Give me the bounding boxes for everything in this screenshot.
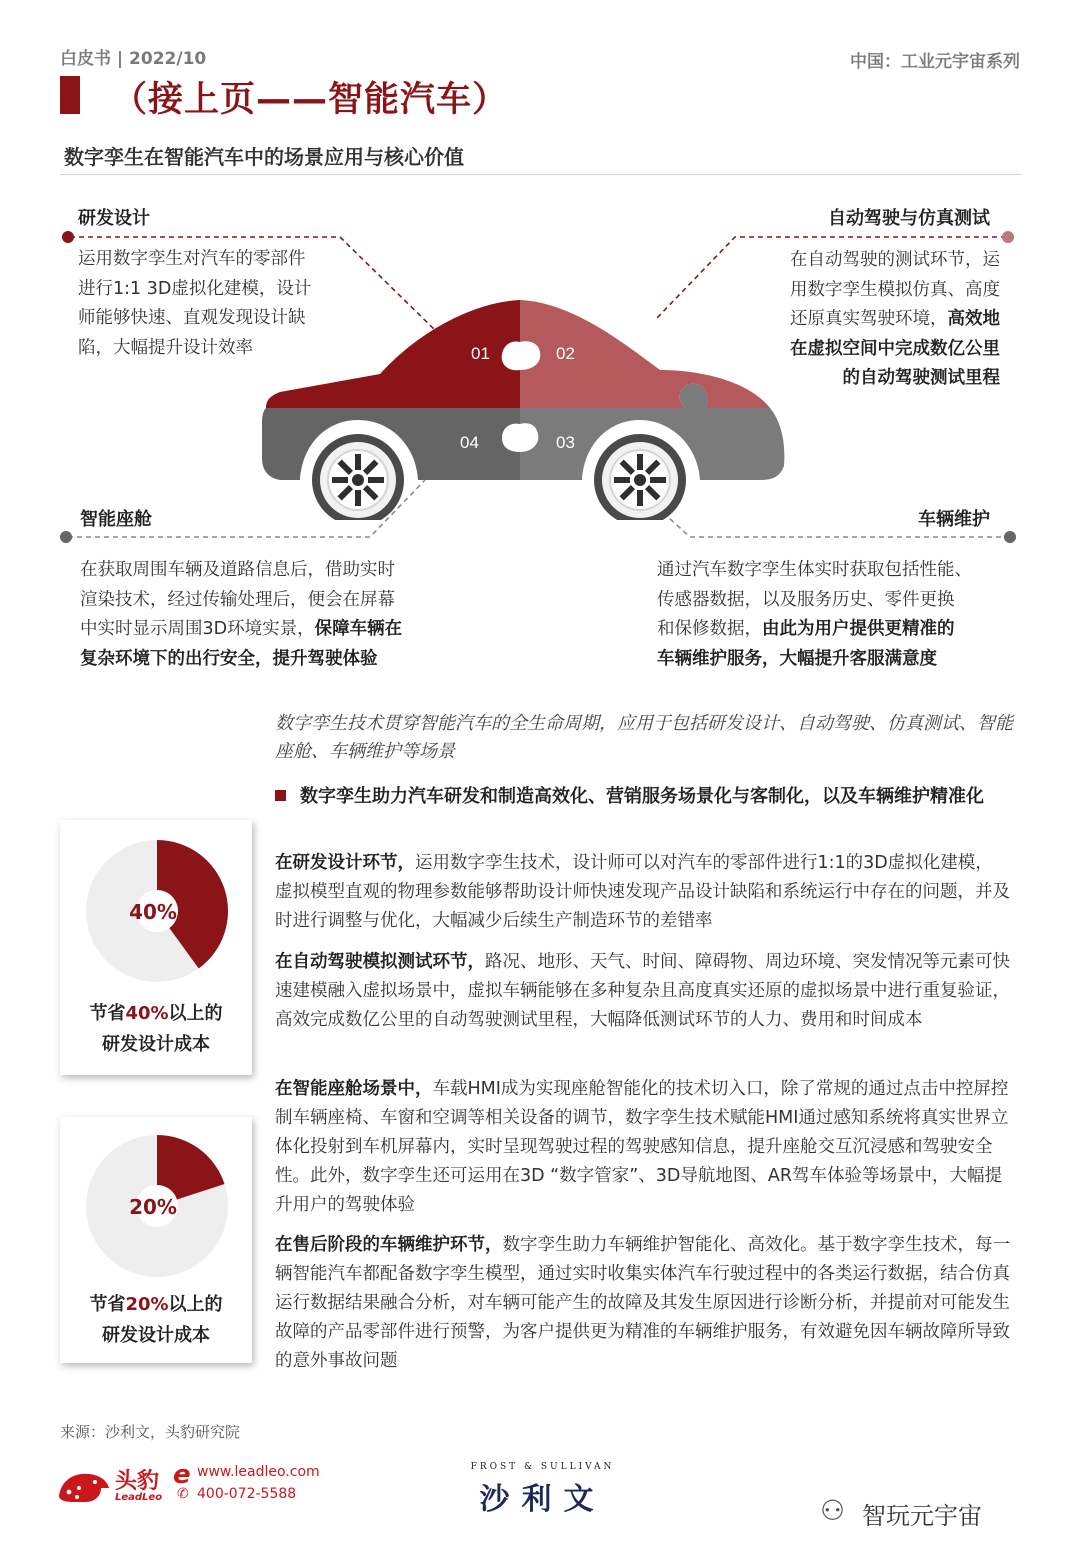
source-note: 来源：沙利文，头豹研究院: [60, 1423, 241, 1441]
para-maintenance: 在售后阶段的车辆维护环节，数字孪生助力车辆维护智能化、高效化。基于数字孪生技术，每一辆智能汽车都配备数字孪生模型，通过实时收集实体汽车行驶过程中的各类运行数据，结合仿真运行数据结果融合分析，对车辆可能产生的故障及其发生原因进行诊断分析，并提前对可能发生故障的产品零部件进行预警，为客户提供更为精准的车辆维护服务，有效避免因车辆故障所导致的意外事故问题: [275, 1235, 1010, 1371]
wechat-account: 智玩元宇宙: [862, 1502, 982, 1530]
wechat-icon: ⚇: [820, 1494, 846, 1527]
brand-name-cn: 头豹: [115, 1469, 160, 1494]
page-title: （接上页——智能汽车）: [112, 80, 509, 120]
section-subtitle: 数字孪生在智能汽车中的场景应用与核心价值: [64, 145, 464, 169]
bullet-heading: 数字孪生助力汽车研发和制造高效化、营销服务场景化与客制化，以及车辆维护精准化: [300, 786, 984, 807]
q4-heading: 车辆维护: [918, 509, 990, 530]
report-type-date: 白皮书 | 2022/10: [60, 49, 207, 69]
bullet-square: [275, 790, 286, 801]
stat-card-40: [60, 820, 252, 1075]
summary-italic: 数字孪生技术贯穿智能汽车的全生命周期，应用于包括研发设计、自动驾驶、仿真测试、智能座舱、车辆维护等场景: [275, 713, 1013, 762]
piece-label-01: 01: [471, 344, 490, 363]
frost-sullivan-cn: 沙利文: [479, 1482, 606, 1517]
q2-heading: 自动驾驶与仿真测试: [828, 208, 990, 229]
report-series: 中国：工业元宇宙系列: [850, 52, 1020, 72]
q3-heading: 智能座舱: [80, 509, 152, 530]
donut-label-40: 40%: [129, 900, 177, 924]
piece-label-03: 03: [556, 433, 575, 452]
front-wheel: [312, 434, 404, 520]
phone-number: 400-072-5588: [197, 1486, 297, 1502]
para-rd: 在研发设计环节，运用数字孪生技术，设计师可以对汽车的零部件进行1:1的3D虚拟化建模，虚拟模型直观的物理参数能够帮助设计师快速发现产品设计缺陷和系统运行中存在的问题，并及时进行调整与优化，大幅减少后续生产制造环节的差错率: [275, 853, 1010, 931]
piece-label-02: 02: [556, 344, 575, 363]
stat-card-20: [60, 1117, 252, 1363]
q1-text: 运用数字孪生对汽车的零部件 进行1:1 3D虚拟化建模，设计 师能够快速、直观发现设计缺 陷，大幅提升设计效率: [78, 249, 312, 358]
card-caption-40: 节省40%以上的 研发设计成本: [89, 1003, 223, 1055]
donut-label-20: 20%: [129, 1195, 177, 1219]
brand-name-en: LeadLeo: [115, 1492, 163, 1503]
frost-sullivan-en: FROST & SULLIVAN: [470, 1462, 615, 1472]
q2-text: 在自动驾驶的测试环节，运 用数字孪生模拟仿真、高度 还原真实驾驶环境，高效地 在虚拟空间中完成数亿公里 的自动驾驶测试里程: [790, 250, 1000, 388]
q1-heading: 研发设计: [78, 208, 150, 229]
q3-dot: [60, 531, 72, 543]
phone-icon: ✆: [177, 1486, 189, 1502]
q4-dot: [1004, 531, 1016, 543]
leopard-icon: [55, 1466, 111, 1506]
rear-wheel: [594, 434, 686, 520]
leadleo-logo: [55, 1462, 325, 1510]
para-autopilot: 在自动驾驶模拟测试环节，路况、地形、天气、时间、障碍物、周边环境、突发情况等元素可快速建模融入虚拟场景中，虚拟车辆能够在多种复杂且高度真实还原的虚拟场景中进行重复验证，高效完成数亿公里的自动驾驶测试里程，大幅降低测试环节的人力、费用和时间成本: [275, 952, 1010, 1030]
card-caption-20: 节省20%以上的 研发设计成本: [89, 1294, 223, 1346]
car-puzzle-diagram: [240, 300, 800, 520]
q4-text: 通过汽车数字孪生体实时获取包括性能、 传感器数据，以及服务历史、零件更换 和保修数据，由此为用户提供更精准的 车辆维护服务，大幅提升客服满意度: [657, 560, 972, 669]
website-link[interactable]: www.leadleo.com: [197, 1464, 320, 1480]
piece-label-04: 04: [460, 433, 479, 452]
para-cockpit: 在智能座舱场景中，车载HMI成为实现座舱智能化的技术切入口，除了常规的通过点击中控屏控制车辆座椅、车窗和空调等相关设备的调节，数字孪生技术赋能HMI通过感知系统将真实世界立体化投射到车机屏幕内，实时呈现驾驶过程的驾驶感知信息，提升座舱交互沉浸感和驾驶安全性。此外，数字孪生还可运用在3D “数字管家”、3D导航地图、AR驾车体验等场景中，大幅提升用户的驾驶体验: [275, 1079, 1009, 1215]
q2-dot: [1002, 231, 1014, 243]
e-logo-icon: e: [173, 1460, 191, 1490]
q3-text: 在获取周围车辆及道路信息后，借助实时 渲染技术，经过传输处理后，便会在屏幕 中实时显示周围3D环境实景，保障车辆在 复杂环境下的出行安全，提升驾驶体验: [80, 560, 403, 669]
q1-dot: [62, 231, 74, 243]
